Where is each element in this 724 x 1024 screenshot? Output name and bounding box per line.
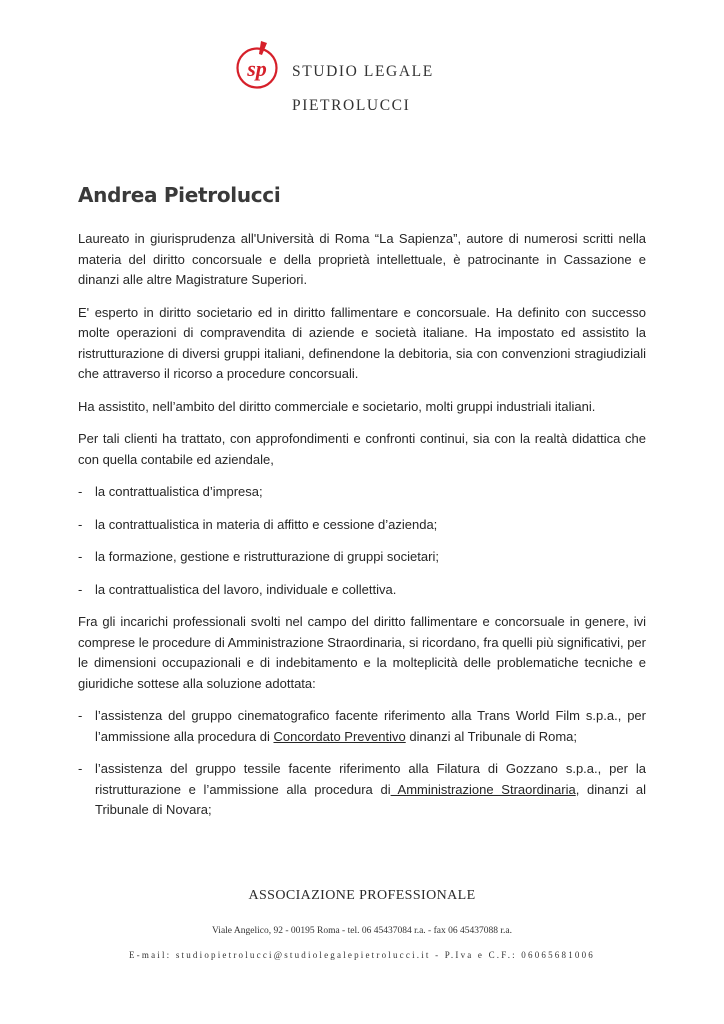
- list-dash: -: [78, 581, 83, 597]
- list-item-text: la contrattualistica del lavoro, individuale e collettiva.: [95, 581, 397, 597]
- item-text-end: dinanzi al Tribunale di Roma;: [405, 728, 577, 744]
- paragraph-clients: Per tali clienti ha trattato, con approfondimenti e confronti continui, sia con la realtà didattica che con quella contabile ed aziendale,: [78, 431, 646, 467]
- list-item-text: la formazione, gestione e ristrutturazione di gruppi societari;: [95, 549, 439, 564]
- paragraph-education: Laureato in giurisprudenza all'Università di Roma “La Sapienza”, autore di numerosi scritti nella materia del diritto concorsuale e della proprietà intellettuale, è patrocinante in Cassazione e dinanzi alle altre Magistrature Superiori.: [78, 231, 646, 287]
- list-dash: -: [78, 761, 83, 776]
- list-item: [78, 547, 646, 568]
- list-item-text: la contrattualistica d’impresa;: [95, 484, 263, 499]
- item-text-start: l’assistenza del gruppo cinematografico facente riferimento alla Trans World Film s.p.a., per l’ammissione alla procedura di: [95, 708, 646, 744]
- list-item: [78, 515, 646, 536]
- list-item: [78, 482, 646, 503]
- footer-email-vat: E-mail: studiopietrolucci@studiolegalepietrolucci.it - P.Iva e C.F.: 06065681006: [128, 950, 596, 960]
- paragraph-assignments: Fra gli incarichi professionali svolti nel campo del diritto fallimentare e concorsuale in genere, ivi comprese le procedure di Amministrazione Straordinaria, si ricordano, fra quelli più significativi, per le dimensioni occupazionali e di indebitamento e la molteplicità delle problematiche tecniche e giuridiche sottese alla soluzione adottata:: [78, 614, 646, 691]
- paragraph-expertise: E' esperto in diritto societario ed in diritto fallimentare e concorsuale. Ha definito con successo molte operazioni di compravendita di aziende e società italiane. Ha impostato ed assistito la ristrutturazione di diversi gruppi italiani, definendone la debitoria, sia con convenzioni stragiudiziali che attraverso il ricorso a procedure concorsuali.: [78, 304, 646, 381]
- list-item: [78, 580, 646, 601]
- list-dash: -: [78, 516, 83, 532]
- list-item: [78, 706, 646, 747]
- logo-monogram: sp: [247, 56, 267, 81]
- footer-address: Viale Angelico, 92 - 00195 Roma - tel. 06 45437084 r.a. - fax 06 45437088 r.a.: [212, 926, 512, 936]
- list-item: [78, 759, 646, 821]
- footer-association: ASSOCIAZIONE PROFESSIONALE: [248, 888, 476, 903]
- firm-name-line1: STUDIO LEGALE: [292, 63, 434, 80]
- document-title: Andrea Pietrolucci: [78, 183, 281, 207]
- list-dash: -: [78, 549, 83, 564]
- document-body: [78, 229, 646, 821]
- list-item-text: [95, 759, 646, 821]
- list-item-text: [95, 706, 646, 747]
- item-text-end: , dinanzi al Tribunale di Novara;: [95, 781, 646, 817]
- list-dash: -: [78, 484, 83, 499]
- list-dash: -: [78, 708, 83, 723]
- item-text-start: l’assistenza del gruppo tessile facente riferimento alla Filatura di Gozzano s.p.a., per la ristrutturazione e l’ammissione alla procedura di: [95, 761, 646, 797]
- amministrazione-link: Amministrazione Straordinaria: [390, 781, 576, 797]
- concordato-link: Concordato Preventivo: [273, 728, 406, 744]
- studio-logo: [234, 39, 280, 91]
- paragraph-assisted: Ha assistito, nell’ambito del diritto commerciale e societario, molti gruppi industriali italiani.: [78, 398, 596, 414]
- list-item-text: la contrattualistica in materia di affitto e cessione d’azienda;: [95, 516, 438, 532]
- firm-name-line2: PIETROLUCCI: [292, 97, 411, 114]
